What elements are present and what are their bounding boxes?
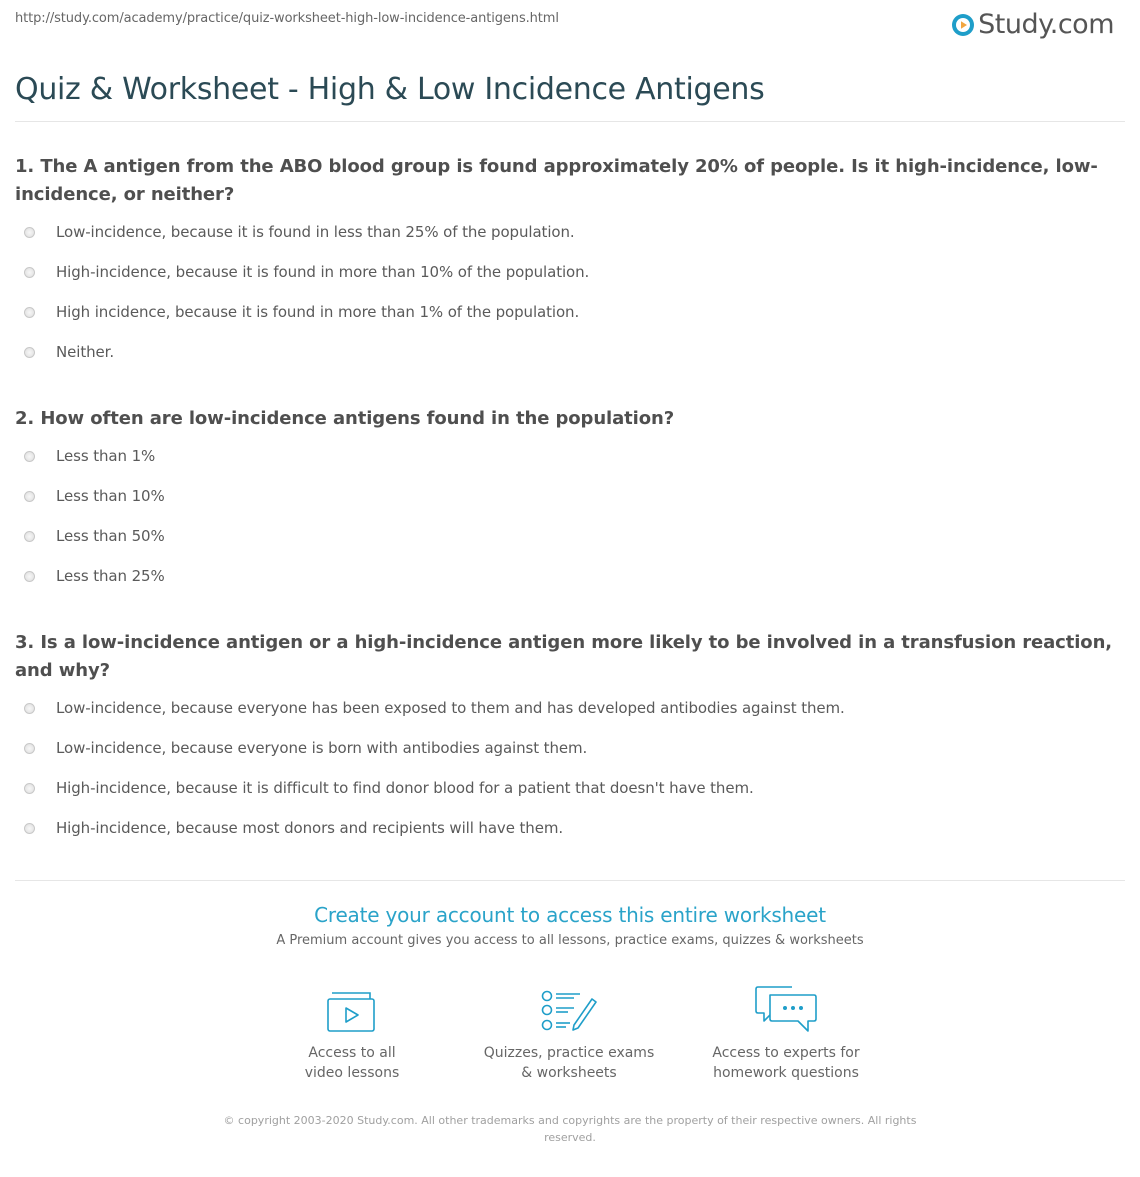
- feature-list: [0, 985, 1140, 1095]
- feature-video-lessons: [242, 985, 462, 1083]
- radio-button[interactable]: [24, 783, 35, 794]
- question-1: [15, 153, 1125, 372]
- radio-button[interactable]: [24, 307, 35, 318]
- answer-label: High-incidence, because it is found in more than 10% of the population.: [56, 263, 590, 281]
- answer-label: Low-incidence, because it is found in less than 25% of the population.: [56, 223, 575, 241]
- copyright-footer: © copyright 2003-2020 Study.com. All other trademarks and copyrights are the property of their respective owners. All rights reserved.: [223, 1114, 917, 1144]
- signup-cta: [0, 900, 1140, 950]
- answer-option[interactable]: [15, 768, 1125, 808]
- question-text: 1. The A antigen from the ABO blood group is found approximately 20% of people. Is it high-incidence, low-incidence, or neither?: [15, 156, 1098, 205]
- video-lessons-icon: [326, 989, 378, 1033]
- answer-option[interactable]: [15, 476, 1125, 516]
- quiz-checklist-icon: [540, 989, 598, 1033]
- title-divider: [15, 121, 1125, 122]
- answer-label: Low-incidence, because everyone has been exposed to them and has developed antibodies against them.: [56, 699, 845, 717]
- feature-label: Quizzes, practice exams & worksheets: [483, 1045, 655, 1081]
- question-text: 2. How often are low-incidence antigens found in the population?: [15, 408, 675, 429]
- answer-label: High-incidence, because most donors and recipients will have them.: [56, 819, 564, 837]
- logo-text: Study.com: [978, 9, 1114, 40]
- answer-label: High incidence, because it is found in more than 1% of the population.: [56, 303, 580, 321]
- radio-button[interactable]: [24, 451, 35, 462]
- cta-title-link[interactable]: Create your account to access this entire worksheet: [314, 903, 826, 927]
- feature-experts: [676, 985, 896, 1083]
- answer-option[interactable]: [15, 212, 1125, 252]
- question-3: [15, 629, 1125, 848]
- answer-option[interactable]: [15, 292, 1125, 332]
- radio-button[interactable]: [24, 531, 35, 542]
- answer-label: Less than 25%: [56, 567, 165, 585]
- answer-label: Low-incidence, because everyone is born with antibodies against them.: [56, 739, 588, 757]
- answer-list: [15, 212, 1125, 372]
- question-text: 3. Is a low-incidence antigen or a high-incidence antigen more likely to be involved in a transfusion reaction, and why?: [15, 632, 1113, 681]
- study-logo[interactable]: [951, 8, 1114, 42]
- page-title: Quiz & Worksheet - High & Low Incidence Antigens: [15, 72, 765, 107]
- answer-label: High-incidence, because it is difficult to find donor blood for a patient that doesn't have them.: [56, 779, 754, 797]
- radio-button[interactable]: [24, 823, 35, 834]
- answer-label: Less than 1%: [56, 447, 156, 465]
- radio-button[interactable]: [24, 703, 35, 714]
- radio-button[interactable]: [24, 743, 35, 754]
- radio-button[interactable]: [24, 491, 35, 502]
- page-url[interactable]: http://study.com/academy/practice/quiz-worksheet-high-low-incidence-antigens.html: [15, 11, 559, 26]
- chat-bubbles-icon: [754, 983, 818, 1033]
- answer-option[interactable]: [15, 516, 1125, 556]
- answer-option[interactable]: [15, 436, 1125, 476]
- top-bar: [0, 0, 1140, 50]
- answer-label: Less than 50%: [56, 527, 165, 545]
- content-divider: [15, 880, 1125, 881]
- cta-subtitle: A Premium account gives you access to all lessons, practice exams, quizzes & worksheets: [276, 933, 864, 948]
- radio-button[interactable]: [24, 227, 35, 238]
- answer-label: Neither.: [56, 343, 114, 361]
- answer-list: [15, 436, 1125, 596]
- play-circle-icon: [951, 13, 975, 37]
- answer-option[interactable]: [15, 688, 1125, 728]
- answer-label: Less than 10%: [56, 487, 165, 505]
- radio-button[interactable]: [24, 347, 35, 358]
- radio-button[interactable]: [24, 571, 35, 582]
- feature-label: Access to all video lessons: [304, 1045, 400, 1081]
- answer-option[interactable]: [15, 808, 1125, 848]
- question-2: [15, 405, 1125, 596]
- answer-option[interactable]: [15, 728, 1125, 768]
- feature-label: Access to experts for homework questions: [712, 1045, 860, 1081]
- answer-option[interactable]: [15, 252, 1125, 292]
- answer-option[interactable]: [15, 556, 1125, 596]
- radio-button[interactable]: [24, 267, 35, 278]
- answer-option[interactable]: [15, 332, 1125, 372]
- feature-quizzes: [459, 985, 679, 1083]
- answer-list: [15, 688, 1125, 848]
